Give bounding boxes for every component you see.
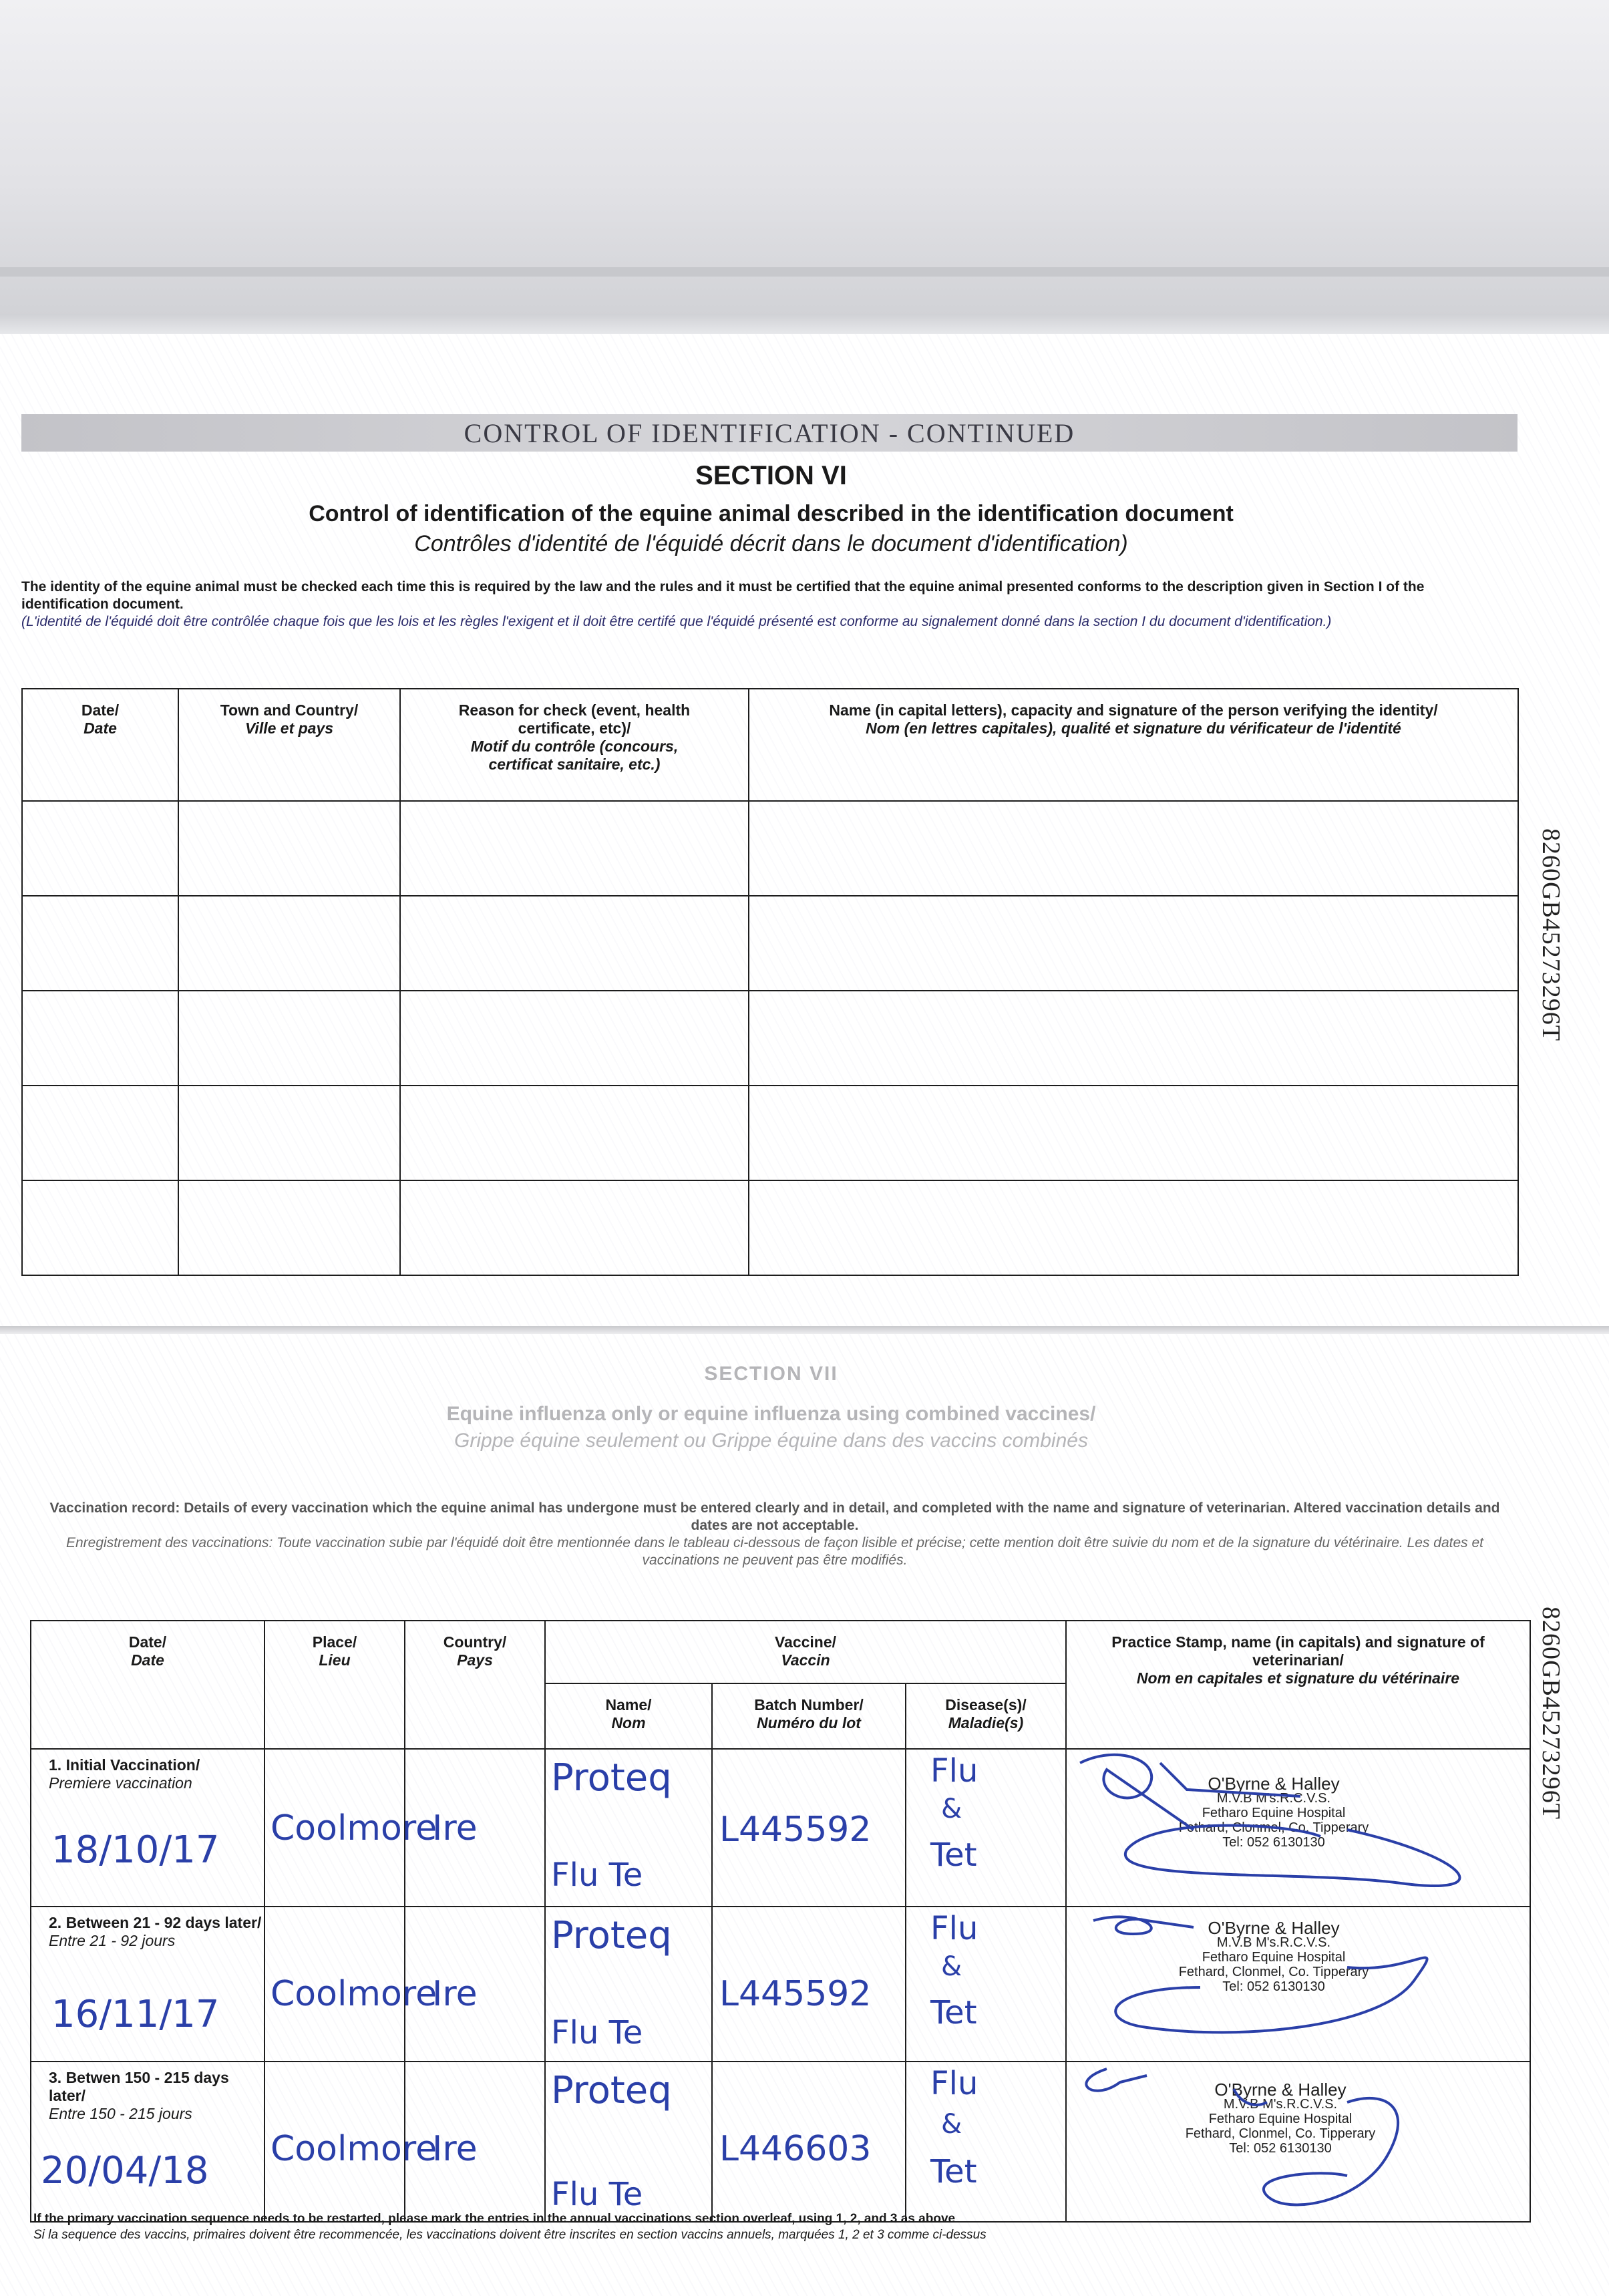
col-town-country: Town and Country/ Ville et pays <box>178 689 400 801</box>
vaccine-name: Proteq <box>551 2069 672 2112</box>
vaccination-country: Ire <box>432 1808 478 1848</box>
table-row <box>22 801 1518 896</box>
disease-line3: Tet <box>930 1836 977 1874</box>
intro-fr: (L'identité de l'équidé doit être contrôlée chaque fois que les lois et les règles l'exigent et il doit être certifé que l'équidé présenté est conforme au signalement donné dans la section I du document d'identification.) <box>21 614 1332 629</box>
disease-line3: Tet <box>930 2153 977 2190</box>
identification-table <box>21 688 1519 1276</box>
disease-line2: & <box>941 1794 962 1824</box>
vaccine-name: Proteq <box>551 1914 672 1957</box>
intro-en: The identity of the equine animal must be checked each time this is required by the law and the rules and it must be certified that the equine animal presented conforms to the description given in Section I of the identification document. <box>21 579 1425 612</box>
vaccination-date: 18/10/17 <box>51 1828 220 1872</box>
section-vi-title: SECTION VI <box>695 461 847 490</box>
vaccine-name-line2: Flu Te <box>551 2014 643 2052</box>
disease-line2: & <box>941 1951 962 1982</box>
footnote-fr: Si la sequence des vaccins, primaires doivent être recommencée, les vaccinations doivent être inscrites en section vaccins annuels, marquées 1, 2 et 3 comme ci-dessus <box>33 2228 987 2242</box>
vet-signature <box>1067 1907 1531 2062</box>
intro-paragraph <box>21 579 1497 631</box>
section-banner <box>21 414 1517 452</box>
vaccination-place: Coolmore <box>271 2129 437 2169</box>
vaccination-country: Ire <box>432 1974 478 2014</box>
col-place: Place/ Lieu <box>264 1621 405 1749</box>
vaccine-name-line2: Flu Te <box>551 1856 643 1894</box>
vaccination-record-paragraph <box>33 1500 1516 1569</box>
batch-number: L445592 <box>719 1974 872 2014</box>
table-row <box>22 1086 1518 1180</box>
section-vii-heading-fr: Grippe équine seulement ou Grippe équine dans des vaccins combinés <box>454 1430 1088 1452</box>
row-label: 3. Betwen 150 - 215 days later/ <box>49 2069 229 2104</box>
col-country: Country/ Pays <box>405 1621 545 1749</box>
table-row <box>22 1180 1518 1275</box>
cover-edge <box>0 314 1609 334</box>
cover-background <box>0 0 1609 334</box>
col-vaccine-name: Name/ Nom <box>545 1683 712 1749</box>
page-fold <box>0 1326 1609 1334</box>
disease-line1: Flu <box>930 1910 978 1947</box>
passport-number-upper: 8260GB45273296T <box>1537 828 1565 1041</box>
col-batch-number: Batch Number/ Numéro du lot <box>712 1683 906 1749</box>
vaccination-country: Ire <box>432 2129 478 2169</box>
section-vii-title: SECTION VII <box>704 1363 838 1385</box>
vaccination-date: 16/11/17 <box>51 1993 220 2036</box>
table-row <box>22 896 1518 991</box>
vet-stamp: O'Byrne & Halley M.V.B M's.R.C.V.S. Fetharo Equine Hospital Fethard, Clonmel, Co. Tipperary Tel: 052 6130130 <box>1178 1774 1369 1850</box>
banner-title: CONTROL OF IDENTIFICATION - CONTINUED <box>464 418 1075 448</box>
disease-line3: Tet <box>930 1994 977 2031</box>
vaccination-date: 20/04/18 <box>41 2149 209 2192</box>
vaccination-table <box>30 1620 1531 2223</box>
cover-crease <box>0 267 1609 277</box>
row-label: 1. Initial Vaccination/ <box>49 1756 200 1774</box>
col-disease: Disease(s)/ Maladie(s) <box>906 1683 1066 1749</box>
vaccination-place: Coolmore <box>271 1808 437 1848</box>
disease-line1: Flu <box>930 1752 978 1790</box>
record-en: Vaccination record: Details of every vaccination which the equine animal has undergone must be entered clearly and in detail, and completed with the name and signature of veterinarian. Altered vaccination details and dates are not acceptable. <box>49 1500 1500 1533</box>
vaccination-row-3: 3. Betwen 150 - 215 days later/ Entre 150 - 215 jours 20/04/18 Coolmore Ire Proteq Flu Te L446603 Flu & Tet O'Byrne & Halley M.V.B M's.R.C.V.S. Fetharo Equine Hospital Fethard, Clonmel, Co. Tipperary Tel: 052 6130130 <box>31 2062 1530 2222</box>
col-vacc-date: Date/ Date <box>31 1621 264 1749</box>
vet-stamp: O'Byrne & Halley M.V.B M's.R.C.V.S. Fetharo Equine Hospital Fethard, Clonmel, Co. Tipperary Tel: 052 6130130 <box>1178 1918 1369 1994</box>
section-vi-heading-en: Control of identification of the equine animal described in the identification document <box>309 501 1234 526</box>
vet-signature <box>1067 1750 1531 1907</box>
batch-number: L445592 <box>719 1810 872 1850</box>
vaccination-place: Coolmore <box>271 1974 437 2014</box>
section-vii-heading-en: Equine influenza only or equine influenza using combined vaccines/ <box>446 1403 1096 1425</box>
footnote <box>33 2211 1530 2243</box>
col-verifier: Name (in capital letters), capacity and signature of the person verifying the identity/ Nom (en lettres capitales), qualité et signature du vérificateur de l'identité <box>749 689 1518 801</box>
row-label: 2. Between 21 - 92 days later/ <box>49 1914 262 1931</box>
table-row <box>22 991 1518 1086</box>
col-date: Date/ Date <box>22 689 178 801</box>
vaccine-name: Proteq <box>551 1756 672 1800</box>
disease-line2: & <box>941 2109 962 2140</box>
record-fr: Enregistrement des vaccinations: Toute vaccination subie par l'équidé doit être mentionnée dans le tableau ci-dessous de façon lisible et précise; cette mention doit être suivie du nom et de la signature du vétérinaire. Les dates et vaccinations ne peuvent pas être modifiés. <box>66 1535 1483 1568</box>
vet-stamp: O'Byrne & Halley M.V.B M's.R.C.V.S. Fetharo Equine Hospital Fethard, Clonmel, Co. Tipperary Tel: 052 6130130 <box>1185 2080 1376 2156</box>
vaccine-name-line2: Flu Te <box>551 2176 643 2213</box>
vaccination-row-2: 2. Between 21 - 92 days later/ Entre 21 - 92 jours 16/11/17 Coolmore Ire Proteq Flu Te L445592 Flu & Tet O'Byrne & Halley M.V.B M's.R.C.V.S. Fetharo Equine Hospital Fethard, Clonmel, Co. Tipperary Tel: 052 6130130 <box>31 1907 1530 2062</box>
section-vi-heading-fr: Contrôles d'identité de l'équidé décrit dans le document d'identification) <box>414 531 1128 556</box>
col-practice-stamp: Practice Stamp, name (in capitals) and signature of veterinarian/ Nom en capitales et signature du vétérinaire <box>1066 1621 1530 1749</box>
footnote-en: If the primary vaccination sequence needs to be restarted, please mark the entries in the annual vaccinations section overleaf, using 1, 2, and 3 as above <box>33 2212 956 2226</box>
vet-signature <box>1067 2062 1531 2223</box>
passport-number-lower: 8260GB45273296T <box>1537 1607 1565 1820</box>
vaccination-row-1: 1. Initial Vaccination/ Premiere vaccination 18/10/17 Coolmore Ire Proteq Flu Te L445592 Flu & Tet O'Byrne & Halley M.V.B M's.R.C.V.S. Fetharo Equine Hospital Fethard, Clonmel, Co. Tipperary Tel: 052 6130130 <box>31 1749 1530 1907</box>
col-reason: Reason for check (event, health certificate, etc)/ Motif du contrôle (concours, certificat sanitaire, etc.) <box>400 689 749 801</box>
col-vaccine: Vaccine/ Vaccin <box>545 1621 1066 1683</box>
disease-line1: Flu <box>930 2065 978 2102</box>
batch-number: L446603 <box>719 2129 872 2169</box>
